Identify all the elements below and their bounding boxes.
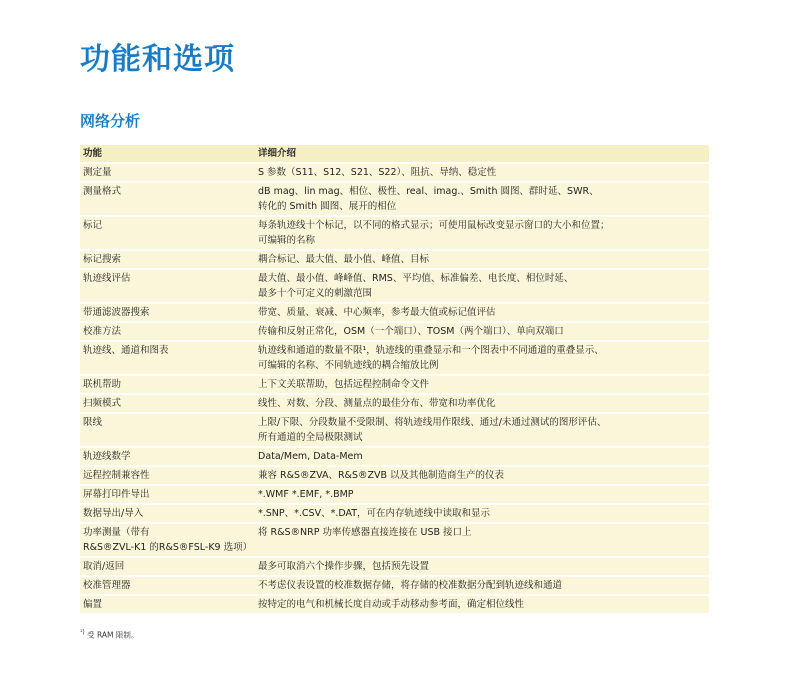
detail-text: dB mag、lin mag、相位、极性、real、imag.、Smith 圆图、群时延、SWR、	[258, 186, 599, 197]
detail-text: 耦合标记、最大值、最小值、峰值、目标	[258, 254, 430, 265]
detail-cell	[254, 251, 709, 268]
feature-text: 扫频模式	[83, 398, 122, 409]
detail-text: 线性、对数、分段、测量点的最佳分布、带宽和功率优化	[258, 398, 496, 409]
detail-cell	[254, 376, 709, 393]
table-row	[80, 164, 709, 181]
detail-cell	[254, 486, 709, 503]
detail-cell	[254, 342, 709, 374]
feature-text: 测定量	[83, 167, 112, 178]
feature-cell	[80, 505, 254, 522]
detail-text: 兼容 R&S®ZVA、R&S®ZVB 以及其他制造商生产的仪表	[258, 470, 505, 481]
footnote-mark: ¹)	[80, 629, 85, 636]
feature-cell	[80, 217, 254, 249]
detail-cell	[254, 505, 709, 522]
section-heading: 网络分析	[80, 112, 141, 130]
detail-text: S 参数（S11、S12、S21、S22）、阻抗、导纳、稳定性	[258, 167, 497, 178]
detail-cell	[254, 558, 709, 575]
detail-text: *.WMF *.EMF, *.BMP	[258, 489, 354, 500]
detail-text: 将 R&S®NRP 功率传感器直接连接在 USB 接口上	[258, 527, 472, 538]
detail-cell	[254, 270, 709, 302]
detail-text: 最多十个可定义的刺激范围	[258, 288, 373, 299]
table-row	[80, 467, 709, 484]
feature-cell	[80, 596, 254, 613]
detail-text: 转化的 Smith 圆图、展开的相位	[258, 201, 397, 212]
table-row	[80, 558, 709, 575]
header-feature: 功能	[80, 145, 254, 162]
feature-text: 限线	[83, 417, 103, 428]
feature-cell	[80, 448, 254, 465]
feature-text: 校准方法	[83, 326, 122, 337]
detail-cell	[254, 323, 709, 340]
detail-text: 最大值、最小值、峰峰值、RMS、平均值、标准偏差、电长度、相位时延、	[258, 273, 574, 284]
feature-cell	[80, 183, 254, 215]
feature-cell	[80, 577, 254, 594]
detail-cell	[254, 467, 709, 484]
feature-cell	[80, 323, 254, 340]
detail-text: 可编辑的名称、不同轨迹线的耦合缩放比例	[258, 360, 439, 371]
table-row	[80, 448, 709, 465]
feature-cell	[80, 376, 254, 393]
feature-cell	[80, 414, 254, 446]
detail-text: 上限/下限、分段数量不受限制、将轨迹线用作限线、通过/未通过测试的图形评估、	[258, 417, 607, 428]
feature-text: 数据导出/导入	[83, 508, 144, 519]
detail-cell	[254, 395, 709, 412]
table-row	[80, 486, 709, 503]
detail-text: 每条轨迹线十个标记，以不同的格式显示；可使用鼠标改变显示窗口的大小和位置；	[258, 220, 610, 231]
feature-cell	[80, 251, 254, 268]
table-row	[80, 183, 709, 215]
detail-cell	[254, 217, 709, 249]
header-detail: 详细介绍	[254, 145, 709, 162]
detail-text: 轨迹线和通道的数量不限¹，轨迹线的重叠显示和一个图表中不同通道的重叠显示、	[258, 345, 604, 356]
feature-text: 取消/返回	[83, 561, 125, 572]
table-row	[80, 270, 709, 302]
feature-text: 测量格式	[83, 186, 122, 197]
detail-text: 可编辑的名称	[258, 235, 316, 246]
feature-text: 轨迹线、通道和图表	[83, 345, 169, 356]
detail-cell	[254, 596, 709, 613]
detail-cell	[254, 577, 709, 594]
feature-text: 远程控制兼容性	[83, 470, 150, 481]
features-table-container	[80, 143, 709, 615]
table-row	[80, 217, 709, 249]
detail-text: 最多可取消六个操作步骤，包括预先设置	[258, 561, 430, 572]
detail-text: Data/Mem, Data-Mem	[258, 451, 363, 462]
feature-text: 轨迹线评估	[83, 273, 131, 284]
feature-cell	[80, 304, 254, 321]
table-row	[80, 323, 709, 340]
detail-cell	[254, 164, 709, 181]
feature-text: 联机帮助	[83, 379, 122, 390]
feature-text: 校准管理器	[83, 580, 131, 591]
feature-text: 偏置	[83, 599, 103, 610]
detail-cell	[254, 414, 709, 446]
feature-cell	[80, 270, 254, 302]
feature-cell	[80, 342, 254, 374]
detail-text: 带宽、质量、衰减、中心频率，参考最大值或标记值评估	[258, 307, 496, 318]
table-header-row	[80, 145, 709, 162]
feature-cell	[80, 486, 254, 503]
detail-text: 上下文关联帮助，包括远程控制命令文件	[258, 379, 430, 390]
feature-cell	[80, 467, 254, 484]
detail-text: 传输和反射正常化，OSM（一个端口）、TOSM（两个端口）、单向双端口	[258, 326, 564, 337]
feature-text: R&S®ZVL-K1 的R&S®FSL-K9 选项）	[83, 542, 253, 553]
feature-cell	[80, 395, 254, 412]
table-row	[80, 505, 709, 522]
feature-cell	[80, 524, 254, 556]
feature-text: 屏幕打印件导出	[83, 489, 150, 500]
table-row	[80, 577, 709, 594]
detail-cell	[254, 448, 709, 465]
feature-cell	[80, 164, 254, 181]
table-row	[80, 596, 709, 613]
detail-text: *.SNP、*.CSV、*.DAT，可在内存轨迹线中读取和显示	[258, 508, 491, 519]
feature-text: 轨迹线数学	[83, 451, 131, 462]
table-row	[80, 304, 709, 321]
table-row	[80, 395, 709, 412]
features-table	[80, 143, 709, 615]
detail-text: 按特定的电气和机械长度自动或手动移动参考面，确定相位线性	[258, 599, 525, 610]
detail-text: 所有通道的全局极限测试	[258, 432, 363, 443]
page-title: 功能和选项	[80, 42, 235, 77]
feature-text: 带通滤波器搜索	[83, 307, 150, 318]
table-row	[80, 376, 709, 393]
feature-text: 标记搜索	[83, 254, 122, 265]
detail-cell	[254, 524, 709, 556]
table-row	[80, 251, 709, 268]
footnote-text: 受 RAM 限制。	[87, 630, 139, 640]
detail-text: 不考虑仪表设置的校准数据存储，将存储的校准数据分配到轨迹线和通道	[258, 580, 563, 591]
detail-cell	[254, 304, 709, 321]
table-row	[80, 524, 709, 556]
feature-cell	[80, 558, 254, 575]
table-row	[80, 414, 709, 446]
feature-text: 标记	[83, 220, 103, 231]
detail-cell	[254, 183, 709, 215]
feature-text: 功率测量（带有	[83, 527, 150, 538]
footnote	[80, 629, 138, 641]
table-row	[80, 342, 709, 374]
